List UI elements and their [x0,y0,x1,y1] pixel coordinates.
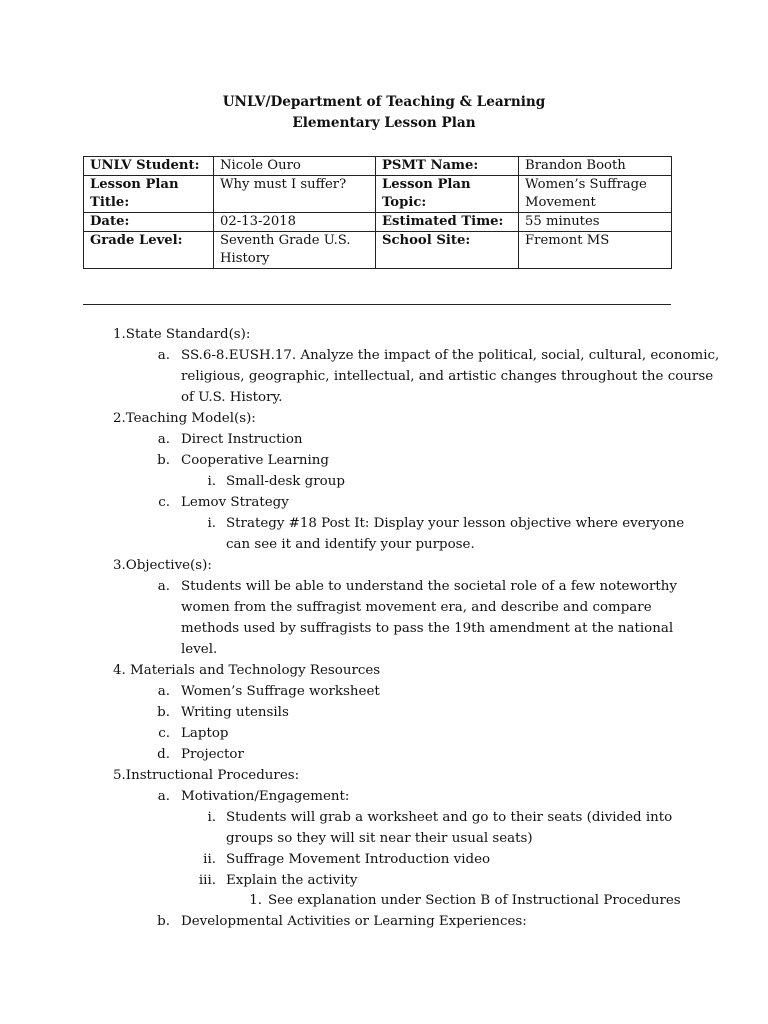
list-marker: a. [157,432,170,447]
list-marker: b. [157,914,170,929]
list-item-line: can see it and identify your purpose. [226,537,475,552]
list-item: Projector [181,747,244,762]
objective-text-line: methods used by suffragists to pass the 19th amendment at the national [181,621,674,636]
table-row [84,213,672,232]
list-item: Small-desk group [226,474,345,489]
table-row [84,232,672,269]
lesson-info-table [83,156,672,269]
date-value: 02-13-2018 [214,213,376,232]
estimated-time-value: 55 minutes [519,213,672,232]
list-marker: c. [158,495,170,510]
psmt-name-label: PSMT Name: [376,157,519,176]
list-marker: c. [158,726,170,741]
school-site-value: Fremont MS [519,232,672,269]
unlv-student-value: Nicole Ouro [214,157,376,176]
list-item-line: Students will grab a worksheet and go to their seats (divided into [226,810,673,825]
unlv-student-label: UNLV Student: [84,157,214,176]
lesson-plan-title-label: Lesson Plan Title: [84,176,214,213]
list-marker: d. [157,747,170,762]
table-row [84,176,672,213]
section-heading-objectives: 3.Objective(s): [113,558,212,573]
objective-text-line: Students will be able to understand the societal role of a few noteworthy [181,579,677,594]
list-marker: a. [157,579,170,594]
estimated-time-label: Estimated Time: [376,213,519,232]
section-heading-procedures: 5.Instructional Procedures: [113,768,300,783]
list-marker: b. [157,453,170,468]
document-subtitle: Elementary Lesson Plan [292,115,476,131]
date-label: Date: [84,213,214,232]
psmt-name-value: Brandon Booth [519,157,672,176]
table-row [84,157,672,176]
objective-text-line: level. [181,642,218,657]
list-item-line: Strategy #18 Post It: Display your lesson objective where everyone [226,516,685,531]
lesson-plan-title-value: Why must I suffer? [214,176,376,213]
list-marker: i. [207,810,216,825]
list-marker: a. [157,684,170,699]
list-item: Developmental Activities or Learning Experiences: [181,914,527,929]
school-site-label: School Site: [376,232,519,269]
list-marker: i. [207,516,216,531]
list-item: Direct Instruction [181,432,303,447]
section-heading-state-standards: 1.State Standard(s): [113,327,251,342]
grade-level-value: Seventh Grade U.S. History [214,232,376,269]
list-marker: i. [207,474,216,489]
list-item: Cooperative Learning [181,453,329,468]
list-marker: a. [157,789,170,804]
lesson-plan-topic-value: Women’s Suffrage Movement [519,176,672,213]
list-item: Suffrage Movement Introduction video [226,852,491,867]
list-item: Writing utensils [181,705,289,720]
list-marker: a. [157,348,170,363]
list-item: Motivation/Engagement: [181,789,350,804]
list-item-line: groups so they will sit near their usual seats) [226,831,533,846]
objective-text-line: women from the suffragist movement era, and describe and compare [181,600,652,615]
list-marker: ii. [203,852,216,867]
document-title: UNLV/Department of Teaching & Learning [222,94,546,110]
list-item: Explain the activity [226,873,358,888]
section-heading-teaching-models: 2.Teaching Model(s): [113,411,256,426]
standard-text-line: SS.6-8.EUSH.17. Analyze the impact of the political, social, cultural, economic, [181,348,720,363]
list-item: Laptop [181,726,229,741]
list-marker: 1. [249,893,262,908]
lesson-plan-topic-label: Lesson Plan Topic: [376,176,519,213]
list-item: Women’s Suffrage worksheet [181,684,380,699]
horizontal-divider [83,304,671,305]
list-marker: iii. [198,873,216,888]
section-heading-materials: 4. Materials and Technology Resources [113,663,381,678]
list-item: See explanation under Section B of Instructional Procedures [268,893,681,908]
standard-text-line: of U.S. History. [181,390,283,405]
list-marker: b. [157,705,170,720]
list-item: Lemov Strategy [181,495,289,510]
grade-level-label: Grade Level: [84,232,214,269]
standard-text-line: religious, geographic, intellectual, and artistic changes throughout the course [181,369,714,384]
